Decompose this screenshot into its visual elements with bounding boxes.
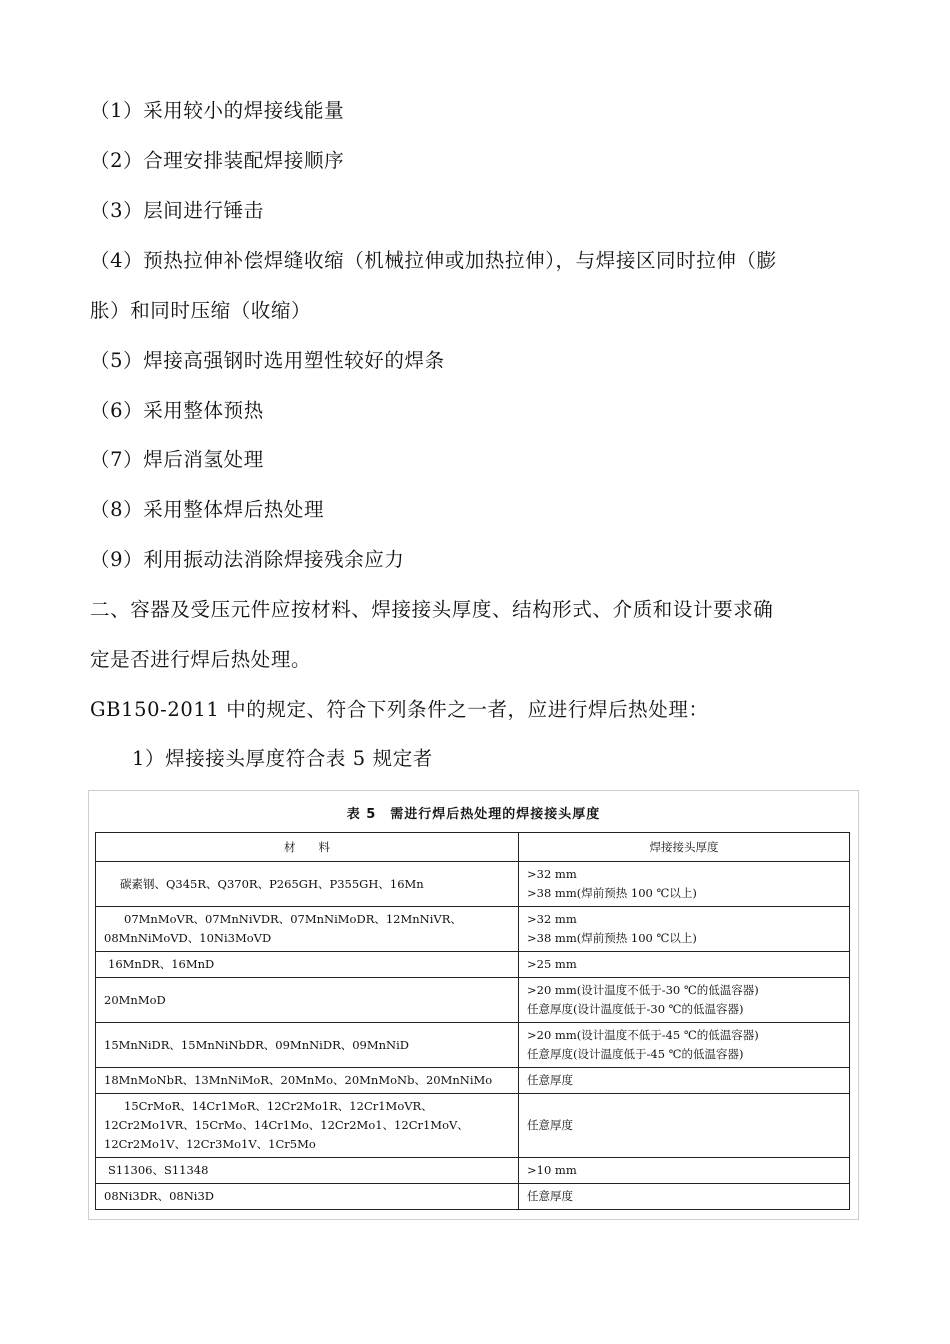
condition-item-1: 1）焊接接头厚度符合表 5 规定者 [132, 747, 433, 770]
thickness-cell [519, 978, 850, 1023]
material-text: S11306、S11348 [108, 1163, 209, 1177]
thickness-cell [519, 1158, 850, 1184]
thickness-text: >20 mm(设计温度不低于-45 ℃的低温容器) [527, 1028, 759, 1042]
list-item-2: （2）合理安排装配焊接顺序 [90, 149, 345, 172]
list-item-5: （5）焊接高强钢时选用塑性较好的焊条 [90, 349, 445, 372]
list-item-4: （4）预热拉伸补偿焊缝收缩（机械拉伸或加热拉伸），与焊接区同时拉伸（膨 [90, 249, 777, 272]
material-text: 碳素钢、Q345R、Q370R、P265GH、P355GH、16Mn [120, 876, 424, 891]
material-cell [96, 1184, 519, 1210]
header-material: 材 料 [96, 833, 519, 862]
material-text: 15CrMoR、14Cr1MoR、12Cr2Mo1R、12Cr1MoVR、 [124, 1099, 433, 1113]
thickness-cell [519, 1068, 850, 1094]
material-text: 08MnNiMoVD、10Ni3MoVD [104, 931, 272, 945]
thickness-cell [519, 862, 850, 907]
list-item-3: （3）层间进行锤击 [90, 199, 264, 222]
list-item-4-cont: 胀）和同时压缩（收缩） [90, 299, 312, 322]
header-thickness: 焊接接头厚度 [519, 833, 850, 862]
material-cell [96, 1023, 519, 1068]
thickness-text: 任意厚度 [527, 1189, 573, 1203]
thickness-text: >32 mm [527, 867, 577, 881]
section-heading-2: 二、容器及受压元件应按材料、焊接接头厚度、结构形式、介质和设计要求确 [90, 598, 774, 621]
material-text: 15MnNiDR、15MnNiNbDR、09MnNiDR、09MnNiD [104, 1037, 410, 1052]
table-row [96, 1094, 850, 1158]
thickness-cell [519, 952, 850, 978]
material-cell [96, 952, 519, 978]
material-text: 12Cr2Mo1VR、15CrMo、14Cr1Mo、12Cr2Mo1、12Cr1MoV、 [104, 1118, 469, 1132]
material-text: 20MnMoD [104, 992, 166, 1007]
thickness-cell [519, 907, 850, 952]
table-header-row [96, 833, 850, 862]
material-cell [96, 907, 519, 952]
list-item-7: （7）焊后消氢处理 [90, 448, 264, 471]
thickness-text: >32 mm [527, 912, 577, 926]
material-text: 07MnMoVR、07MnNiVDR、07MnNiMoDR、12MnNiVR、 [124, 912, 462, 926]
table-image [88, 790, 859, 1220]
thickness-text: >20 mm(设计温度不低于-30 ℃的低温容器) [527, 983, 759, 997]
list-item-9: （9）利用振动法消除焊接残余应力 [90, 548, 405, 571]
pwht-thickness-table [95, 832, 850, 1210]
thickness-cell [519, 1094, 850, 1158]
table-row [96, 1158, 850, 1184]
thickness-text: 任意厚度 [527, 1073, 573, 1087]
list-item-1: （1）采用较小的焊接线能量 [90, 99, 345, 122]
material-text: 18MnMoNbR、13MnNiMoR、20MnMo、20MnMoNb、20MnNiMo [104, 1073, 493, 1087]
material-text: 08Ni3DR、08Ni3D [104, 1189, 214, 1203]
thickness-text: >38 mm(焊前预热 100 ℃以上) [527, 931, 697, 945]
material-cell [96, 862, 519, 907]
standard-paragraph: GB150-2011 中的规定、符合下列条件之一者，应进行焊后热处理： [90, 698, 709, 721]
table-row [96, 952, 850, 978]
table-row [96, 907, 850, 952]
table-row [96, 1023, 850, 1068]
thickness-text: >25 mm [527, 957, 577, 971]
thickness-text: 任意厚度(设计温度低于-30 ℃的低温容器) [527, 1002, 744, 1016]
thickness-cell [519, 1023, 850, 1068]
thickness-text: 任意厚度(设计温度低于-45 ℃的低温容器) [527, 1047, 744, 1061]
material-cell [96, 1158, 519, 1184]
material-cell [96, 1094, 519, 1158]
table-body [96, 862, 850, 1210]
table-row [96, 1184, 850, 1210]
material-text: 12Cr2Mo1V、12Cr3Mo1V、1Cr5Mo [104, 1137, 316, 1151]
material-text: 16MnDR、16MnD [108, 957, 215, 971]
table-row [96, 862, 850, 907]
list-item-6: （6）采用整体预热 [90, 399, 264, 422]
table-row [96, 978, 850, 1023]
thickness-text: 任意厚度 [527, 1118, 573, 1132]
material-cell [96, 1068, 519, 1094]
thickness-text: >38 mm(焊前预热 100 ℃以上) [527, 886, 697, 900]
thickness-cell [519, 1184, 850, 1210]
list-item-8: （8）采用整体焊后热处理 [90, 498, 325, 521]
table-row [96, 1068, 850, 1094]
table-title: 表 5 需进行焊后热处理的焊接接头厚度 [346, 807, 601, 822]
material-cell [96, 978, 519, 1023]
thickness-text: >10 mm [527, 1163, 577, 1177]
section-heading-2-cont: 定是否进行焊后热处理。 [90, 648, 312, 671]
